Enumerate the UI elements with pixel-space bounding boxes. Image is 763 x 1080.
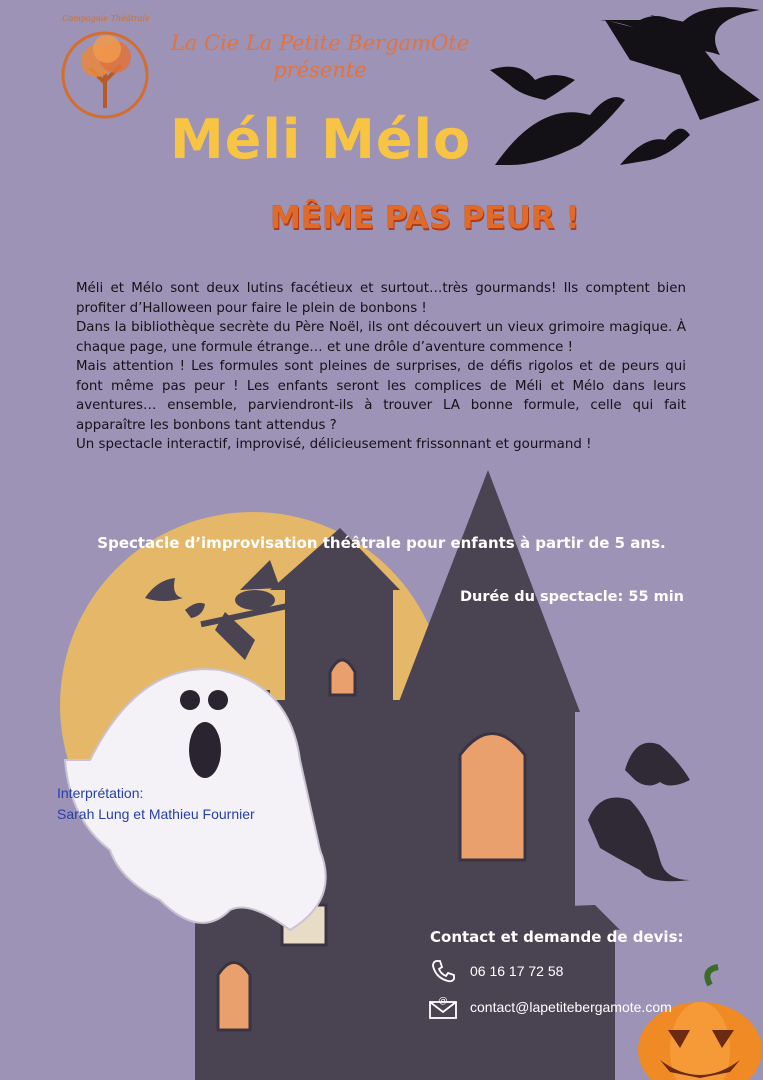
description-paragraph: Dans la bibliothèque secrète du Père Noël, ils ont découvert un vieux grimoire magique. À chaque page, une formule étrange… et une drôle d’aventure commence ! [76, 320, 686, 355]
logo-text: Compagnie Théâtrale [62, 14, 150, 23]
duration-info: Durée du spectacle: 55 min [459, 589, 684, 605]
phone-number[interactable]: 06 16 17 72 58 [470, 963, 564, 979]
email-icon [428, 992, 458, 1022]
company-logo [55, 13, 155, 138]
show-description [76, 279, 686, 455]
description-paragraph: Un spectacle interactif, improvisé, délicieusement frissonnant et gourmand ! [76, 437, 592, 452]
email-contact[interactable] [428, 992, 672, 1022]
company-name: La Cie La Petite BergamOte [170, 31, 470, 55]
presenter-line [160, 30, 480, 84]
email-address[interactable]: contact@lapetitebergamote.com [470, 999, 672, 1015]
flying-bats [490, 7, 760, 165]
show-subtitle: MÊME PAS PEUR ! [270, 200, 580, 236]
jack-o-lantern [638, 967, 762, 1080]
show-title: Méli Mélo [170, 108, 472, 171]
audience-info: Spectacle d’improvisation théâtrale pour enfants à partir de 5 ans. [97, 534, 666, 552]
description-paragraph: Méli et Mélo sont deux lutins facétieux et surtout…très gourmands! Ils comptent bien profiter d’Halloween pour faire le plein de bonbons ! [76, 281, 686, 316]
credits [57, 783, 317, 825]
presents-text: présente [273, 58, 367, 82]
phone-icon [428, 956, 458, 986]
contact-heading: Contact et demande de devis: [430, 928, 684, 946]
small-ghost-top [625, 743, 690, 786]
performers-names: Sarah Lung et Mathieu Fournier [57, 806, 255, 822]
credits-label: Interprétation: [57, 785, 144, 801]
small-ghost-bottom [588, 798, 690, 882]
svg-text:@: @ [438, 996, 448, 1006]
phone-contact[interactable] [428, 956, 563, 986]
description-paragraph: Mais attention ! Les formules sont pleines de surprises, de défis rigolos et de peurs qui font même pas peur ! Les enfants seront les complices de Méli et Mélo dans leurs aventures… ensemble, parviendront-ils à trouver LA bonne formule, celle qui fait apparaître les bonbons tant attendus ? [76, 359, 686, 433]
